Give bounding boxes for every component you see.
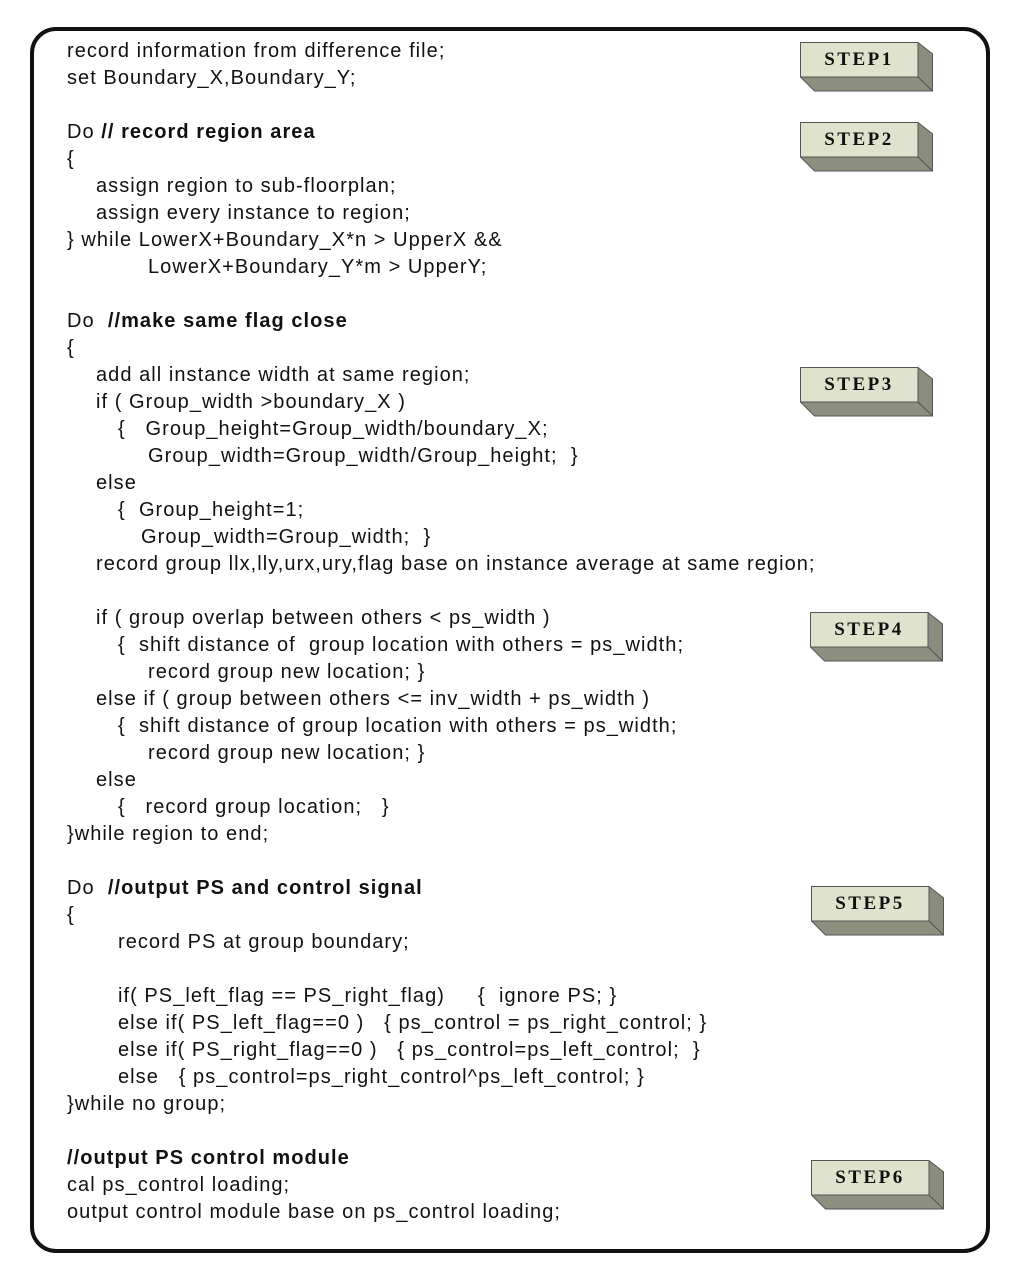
step-bevel-bottom xyxy=(812,1195,944,1209)
code-line: else if( PS_right_flag==0 ) { ps_control=ps_left_control; } xyxy=(118,1039,701,1061)
code-line: { Group_height=Group_width/boundary_X; xyxy=(118,418,549,440)
step6-label: STEP6 xyxy=(835,1167,905,1188)
code-line: { shift distance of group location with others = ps_width; xyxy=(118,715,678,737)
comment-record-region-area: // record region area xyxy=(101,121,316,143)
step5-label: STEP5 xyxy=(835,893,905,914)
code-line: assign every instance to region; xyxy=(96,202,411,224)
step-bevel-bottom xyxy=(801,402,933,416)
code-line: output control module base on ps_control loading; xyxy=(67,1201,561,1223)
code-line: record information from difference file; xyxy=(67,40,446,62)
step6-box xyxy=(811,1160,947,1210)
code-line: assign region to sub-floorplan; xyxy=(96,175,397,197)
code-line: else xyxy=(96,472,137,494)
code-line: }while no group; xyxy=(67,1093,227,1115)
code-line: } while LowerX+Boundary_X*n > UpperX && xyxy=(67,229,503,251)
comment-output-ps-control-module: //output PS control module xyxy=(67,1147,350,1169)
step2-box xyxy=(800,122,936,172)
code-line: record PS at group boundary; xyxy=(118,931,410,953)
code-line: LowerX+Boundary_Y*m > UpperY; xyxy=(148,256,488,278)
step1-label: STEP1 xyxy=(824,49,894,70)
code-line: record group new location; } xyxy=(148,661,426,683)
step-bevel-bottom xyxy=(801,157,933,171)
code-line: { record group location; } xyxy=(118,796,390,818)
step4-box xyxy=(810,612,946,662)
code-line: add all instance width at same region; xyxy=(96,364,471,386)
step3-label: STEP3 xyxy=(824,374,894,395)
step1-box xyxy=(800,42,936,92)
code-line: set Boundary_X,Boundary_Y; xyxy=(67,67,357,89)
code-line: if ( group overlap between others < ps_width ) xyxy=(96,607,551,629)
code-line: { xyxy=(67,904,75,926)
comment-output-ps-and-control-signal: //output PS and control signal xyxy=(107,877,423,899)
code-line: record group new location; } xyxy=(148,742,426,764)
code-line: else if( PS_left_flag==0 ) { ps_control = ps_right_control; } xyxy=(118,1012,708,1034)
step-bevel-bottom xyxy=(811,647,943,661)
step-bevel-bottom xyxy=(812,921,944,935)
code-line: { xyxy=(67,337,75,359)
code-line: { xyxy=(67,148,75,170)
code-line: Group_width=Group_width/Group_height; } xyxy=(148,445,579,467)
code-line: record group llx,lly,urx,ury,flag base on instance average at same region; xyxy=(96,553,816,575)
code-line-do-step2: Do // record region area xyxy=(67,121,316,143)
code-line: Group_width=Group_width; } xyxy=(141,526,432,548)
code-line: if( PS_left_flag == PS_right_flag) { ignore PS; } xyxy=(118,985,618,1007)
code-line: else { ps_control=ps_right_control^ps_left_control; } xyxy=(118,1066,645,1088)
step4-label: STEP4 xyxy=(834,619,904,640)
code-line: }while region to end; xyxy=(67,823,270,845)
code-line: if ( Group_width >boundary_X ) xyxy=(96,391,406,413)
code-line-comment-step6 xyxy=(67,1145,350,1172)
code-line: { shift distance of group location with others = ps_width; xyxy=(118,634,685,656)
code-line-do-step3: Do //make same flag close xyxy=(67,310,348,332)
code-line: else if ( group between others <= inv_width + ps_width ) xyxy=(96,688,651,710)
code-line-do-step5: Do //output PS and control signal xyxy=(67,877,423,899)
step5-box xyxy=(811,886,947,936)
step-bevel-bottom xyxy=(801,77,933,91)
code-line: else xyxy=(96,769,137,791)
code-line: cal ps_control loading; xyxy=(67,1174,291,1196)
step3-box xyxy=(800,367,936,417)
code-line: { Group_height=1; xyxy=(118,499,305,521)
comment-make-same-flag-close: //make same flag close xyxy=(107,310,348,332)
step2-label: STEP2 xyxy=(824,129,894,150)
